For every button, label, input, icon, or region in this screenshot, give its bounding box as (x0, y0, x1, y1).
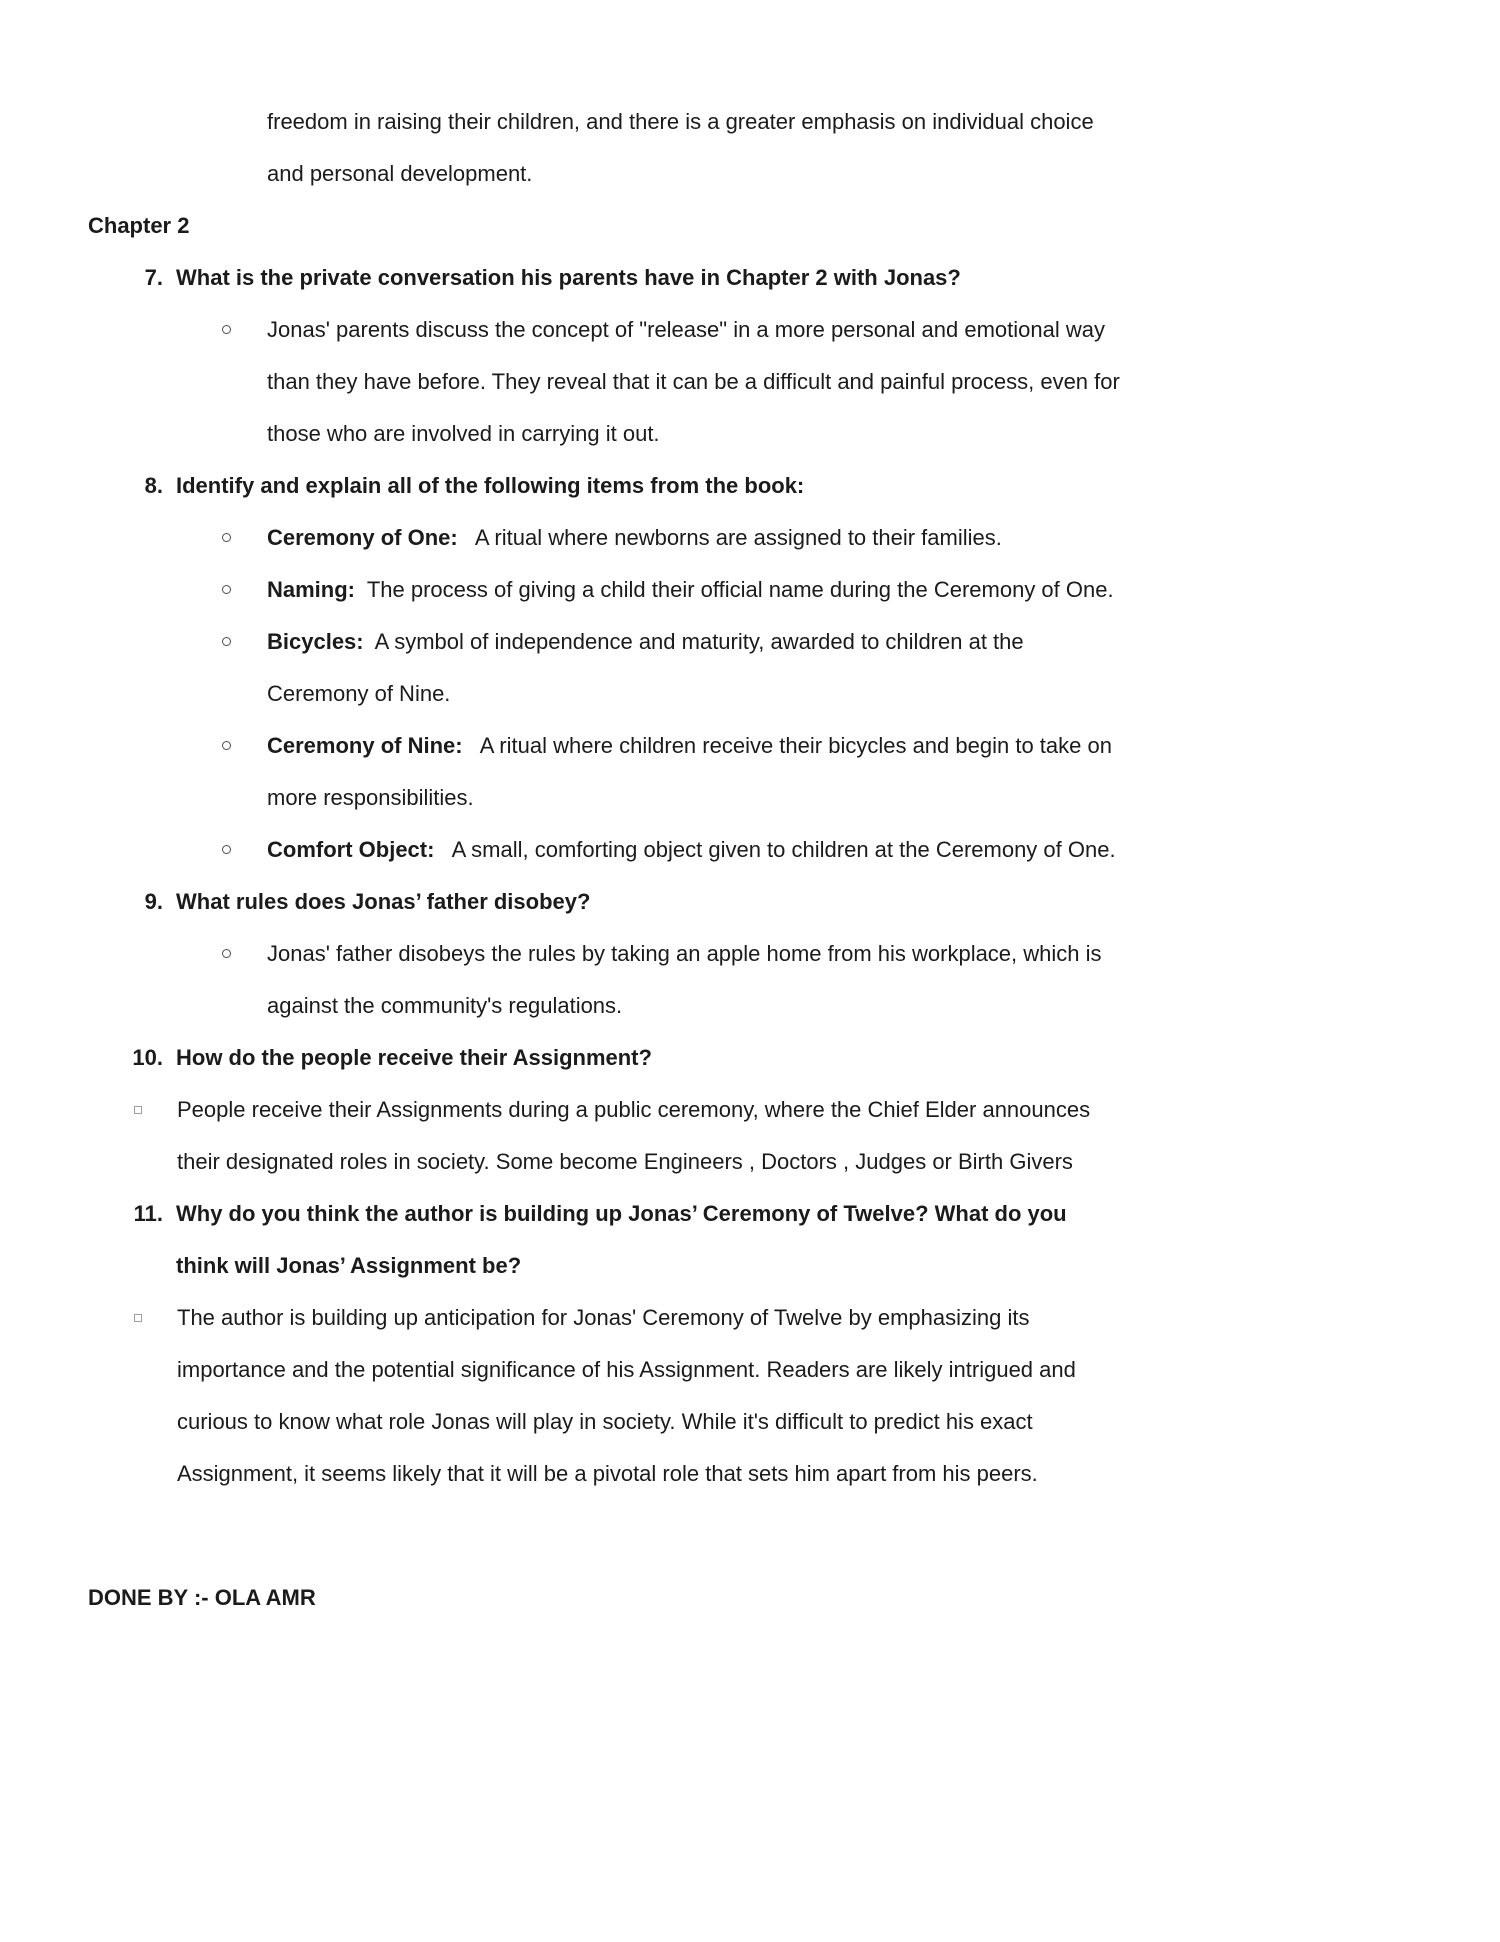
circle-bullet-icon (222, 741, 231, 750)
document-line (0, 460, 1500, 512)
line-text: Why do you think the author is building up Jonas’ Ceremony of Twelve? What do you (176, 1201, 1067, 1226)
list-number: 9. (144, 889, 163, 914)
document-line (0, 512, 1500, 564)
document-line (0, 1292, 1500, 1344)
line-text: How do the people receive their Assignment? (176, 1045, 652, 1070)
line-text: more responsibilities. (267, 785, 474, 810)
line-term: Comfort Object: (267, 837, 435, 862)
square-bullet-icon (134, 1314, 142, 1322)
line-text: Jonas' father disobeys the rules by taking an apple home from his workplace, which is (267, 941, 1102, 966)
line-text: What rules does Jonas’ father disobey? (176, 889, 591, 914)
document-line (0, 824, 1500, 876)
line-text: those who are involved in carrying it out. (267, 421, 660, 446)
document-line (0, 1240, 1500, 1292)
circle-bullet-icon (222, 325, 231, 334)
line-term: Ceremony of Nine: (267, 733, 463, 758)
circle-bullet-icon (222, 949, 231, 958)
circle-bullet-icon (222, 585, 231, 594)
document-line (0, 980, 1500, 1032)
document-line (0, 928, 1500, 980)
document-line (0, 148, 1500, 200)
document-line (0, 304, 1500, 356)
document-line (0, 1448, 1500, 1500)
footer-done-by: DONE BY :- OLA AMR (88, 1585, 316, 1610)
line-text: than they have before. They reveal that it can be a difficult and painful process, even for (267, 369, 1120, 394)
circle-bullet-icon (222, 637, 231, 646)
document-line (0, 1344, 1500, 1396)
line-text: their designated roles in society. Some become Engineers , Doctors , Judges or Birth Givers (177, 1149, 1073, 1174)
document-line (0, 564, 1500, 616)
line-text: Assignment, it seems likely that it will be a pivotal role that sets him apart from his peers. (177, 1461, 1038, 1486)
line-text: A ritual where newborns are assigned to their families. (457, 525, 1002, 550)
line-term: Bicycles: (267, 629, 364, 654)
document-line (0, 1136, 1500, 1188)
document-line (0, 252, 1500, 304)
line-text: Identify and explain all of the following items from the book: (176, 473, 805, 498)
line-text: freedom in raising their children, and there is a greater emphasis on individual choice (267, 109, 1094, 134)
document-line (0, 408, 1500, 460)
list-number: 7. (144, 265, 163, 290)
line-text: Ceremony of Nine. (267, 681, 451, 706)
line-text: importance and the potential significance of his Assignment. Readers are likely intrigued and (177, 1357, 1076, 1382)
document-line (0, 200, 1500, 252)
square-bullet-icon (134, 1106, 142, 1114)
line-text: think will Jonas’ Assignment be? (176, 1253, 522, 1278)
line-text: against the community's regulations. (267, 993, 623, 1018)
document-line (0, 772, 1500, 824)
document-line (0, 720, 1500, 772)
document-line (0, 1084, 1500, 1136)
line-text: curious to know what role Jonas will play in society. While it's difficult to predict his exact (177, 1409, 1033, 1434)
line-text: A ritual where children receive their bicycles and begin to take on (462, 733, 1112, 758)
line-text: The process of giving a child their official name during the Ceremony of One. (355, 577, 1114, 602)
document-line (0, 668, 1500, 720)
line-text: People receive their Assignments during a public ceremony, where the Chief Elder announces (177, 1097, 1091, 1122)
line-text: and personal development. (267, 161, 533, 186)
line-text: A small, comforting object given to children at the Ceremony of One. (434, 837, 1116, 862)
list-number: 11. (133, 1201, 163, 1226)
line-text: A symbol of independence and maturity, awarded to children at the (363, 629, 1024, 654)
document-line (0, 1396, 1500, 1448)
list-number: 10. (132, 1045, 163, 1070)
line-text: Chapter 2 (88, 213, 190, 238)
line-term: Ceremony of One: (267, 525, 458, 550)
document-line (0, 356, 1500, 408)
line-text: What is the private conversation his parents have in Chapter 2 with Jonas? (176, 265, 961, 290)
list-number: 8. (144, 473, 163, 498)
circle-bullet-icon (222, 845, 231, 854)
circle-bullet-icon (222, 533, 231, 542)
document-line (0, 1188, 1500, 1240)
line-text: Jonas' parents discuss the concept of "release" in a more personal and emotional way (267, 317, 1105, 342)
line-term: Naming: (267, 577, 355, 602)
document-line (0, 1032, 1500, 1084)
document-line (0, 616, 1500, 668)
line-text: The author is building up anticipation for Jonas' Ceremony of Twelve by emphasizing its (177, 1305, 1030, 1330)
document-line (0, 876, 1500, 928)
document-line (0, 96, 1500, 148)
